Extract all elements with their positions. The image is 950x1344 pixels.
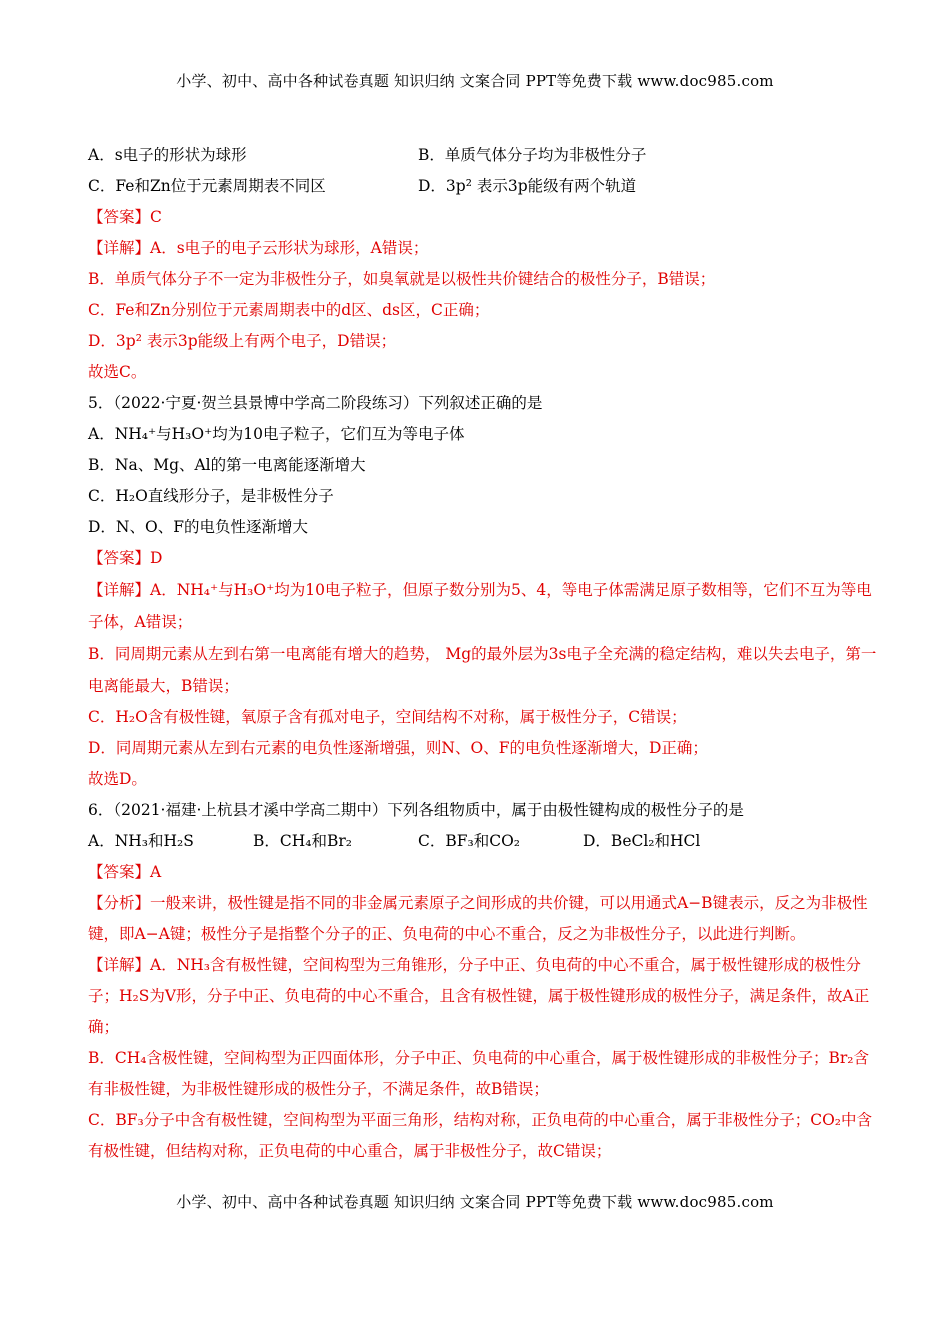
q4-explanation-d: D．3p² 表示3p能级上有两个电子，D错误； <box>88 332 397 350</box>
q4-option-c: C．Fe和Zn位于元素周期表不同区 <box>88 177 326 195</box>
q6-options-row <box>88 826 878 857</box>
q6-analysis: 【分析】一般来讲，极性键是指不同的非金属元素原子之间形成的共价键，可以用通式A−B键表示，反之为非极性键，即A−A键；极性分子是指整个分子的正、负电荷的中心不重合，反之为非极性分子，以此进行判断。 <box>88 894 868 943</box>
page-footer: 小学、初中、高中各种试卷真题 知识归纳 文案合同 PPT等免费下载 www.doc985.com <box>176 1193 774 1211</box>
q6-option-a: A．NH₃和H₂S <box>88 832 194 850</box>
document-body <box>88 140 878 1167</box>
q6-option-b: B．CH₄和Br₂ <box>253 832 352 850</box>
q5-answer: 【答案】D <box>88 549 163 567</box>
q4-options-row2 <box>88 171 878 202</box>
q6-explanation-a: 【详解】A．NH₃含有极性键，空间构型为三角锥形，分子中正、负电荷的中心不重合，属于极性键形成的极性分子；H₂S为V形，分子中正、负电荷的中心不重合，且含有极性键，属于极性键形成的极性分子，满足条件，故A正确； <box>88 956 870 1036</box>
q6-explanation-c: C．BF₃分子中含有极性键，空间构型为平面三角形，结构对称，正负电荷的中心重合，属于非极性分子；CO₂中含有极性键，但结构对称，正负电荷的中心重合，属于非极性分子，故C错误； <box>88 1111 873 1160</box>
q4-explanation-b: B．单质气体分子不一定为非极性分子，如臭氧就是以极性共价键结合的极性分子，B错误； <box>88 270 716 288</box>
q5-explanation-d: D．同周期元素从左到右元素的电负性逐渐增强，则N、O、F的电负性逐渐增大，D正确； <box>88 739 708 757</box>
q5-option-b: B．Na、Mg、Al的第一电离能逐渐增大 <box>88 456 366 474</box>
q6-stem: 6．（2021·福建·上杭县才溪中学高二期中）下列各组物质中，属于由极性键构成的极性分子的是 <box>88 801 744 819</box>
q4-answer: 【答案】C <box>88 208 162 226</box>
q6-answer: 【答案】A <box>88 863 162 881</box>
q4-option-d: D．3p² 表示3p能级有两个轨道 <box>418 177 637 195</box>
q4-option-b: B．单质气体分子均为非极性分子 <box>418 146 647 164</box>
q5-option-c: C．H₂O直线形分子，是非极性分子 <box>88 487 334 505</box>
q4-conclusion: 故选C。 <box>88 363 147 381</box>
q5-option-a: A．NH₄⁺与H₃O⁺均为10电子粒子，它们互为等电子体 <box>88 425 465 443</box>
q5-explanation-a: 【详解】A．NH₄⁺与H₃O⁺均为10电子粒子，但原子数分别为5、4，等电子体需满足原子数相等，它们不互为等电子体，A错误； <box>88 581 872 631</box>
q4-option-a: A．s电子的形状为球形 <box>88 146 247 164</box>
q4-explanation-c: C．Fe和Zn分别位于元素周期表中的d区、ds区，C正确； <box>88 301 490 319</box>
q5-explanation-c: C．H₂O含有极性键，氧原子含有孤对电子，空间结构不对称，属于极性分子，C错误； <box>88 708 687 726</box>
q6-explanation-b: B．CH₄含极性键，空间构型为正四面体形，分子中正、负电荷的中心重合，属于极性键形成的非极性分子；Br₂含有非极性键，为非极性键形成的极性分子，不满足条件，故B错误； <box>88 1049 869 1098</box>
q5-option-d: D．N、O、F的电负性逐渐增大 <box>88 518 308 536</box>
q5-stem: 5．（2022·宁夏·贺兰县景博中学高二阶段练习）下列叙述正确的是 <box>88 394 543 412</box>
q5-conclusion: 故选D。 <box>88 770 147 788</box>
q5-explanation-b: B．同周期元素从左到右第一电离能有增大的趋势， Mg的最外层为3s电子全充满的稳定结构，难以失去电子，第一电离能最大，B错误； <box>88 645 877 695</box>
q6-option-c: C．BF₃和CO₂ <box>418 832 520 850</box>
page-header: 小学、初中、高中各种试卷真题 知识归纳 文案合同 PPT等免费下载 www.doc985.com <box>176 72 774 90</box>
q4-explanation-a: 【详解】A．s电子的电子云形状为球形，A错误； <box>88 239 429 257</box>
q6-option-d: D．BeCl₂和HCl <box>583 832 701 850</box>
q4-options-row1 <box>88 140 878 171</box>
